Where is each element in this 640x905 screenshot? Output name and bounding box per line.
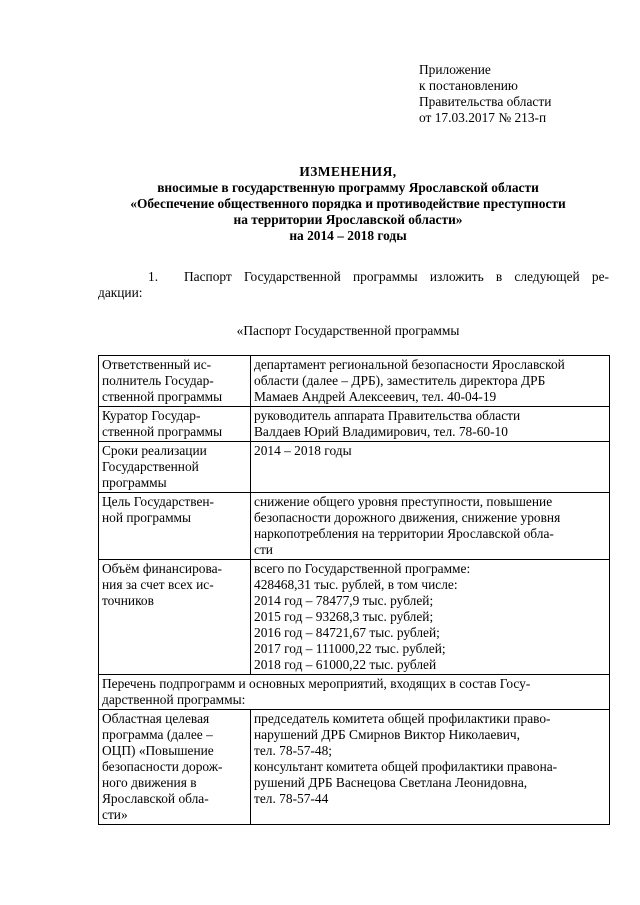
paragraph-1-line-2: дакции: — [98, 285, 143, 300]
row-label-line: ственной программы — [102, 389, 223, 404]
subprograms-header — [99, 675, 610, 710]
appendix-block — [419, 62, 624, 126]
row-label — [99, 356, 251, 407]
row-label-line: Куратор Государ- — [102, 408, 201, 423]
row-label-line: программы — [102, 475, 167, 490]
table-row — [99, 493, 610, 560]
row-label-line: сти» — [102, 807, 128, 822]
row-value — [251, 442, 610, 493]
row-value-line: сти — [254, 542, 273, 557]
row-value-line: председатель комитета общей профилактики право- — [254, 711, 551, 726]
row-label-line: Государственной — [102, 459, 199, 474]
row-value-line: снижение общего уровня преступности, повышение — [254, 494, 553, 509]
paragraph-1 — [98, 269, 609, 301]
row-label-line: программа (далее – — [102, 727, 213, 742]
appendix-line: Правительства области — [419, 94, 552, 109]
row-label-line: Объём финансирова- — [102, 561, 223, 576]
row-label — [99, 710, 251, 825]
row-value-line: наркопотребления на территории Ярославской обла- — [254, 526, 554, 541]
row-label — [99, 560, 251, 675]
row-value-line: 2014 – 2018 годы — [254, 443, 352, 458]
row-label-line: полнитель Государ- — [102, 373, 214, 388]
appendix-line: к постановлению — [419, 78, 518, 93]
passport-table — [98, 355, 610, 825]
title-line: «Обеспечение общественного порядка и противодействие преступности — [130, 196, 566, 211]
row-value-line: консультант комитета общей профилактики правона- — [254, 759, 558, 774]
title-line: ИЗМЕНЕНИЯ, — [299, 164, 397, 179]
row-value-line: 2016 год – 84721,67 тыс. рублей; — [254, 625, 440, 640]
row-value — [251, 407, 610, 442]
row-value-line: 2014 год – 78477,9 тыс. рублей; — [254, 593, 434, 608]
row-value-line: рушений ДРБ Васнецова Светлана Леонидовна, — [254, 775, 528, 790]
row-value-line: руководитель аппарата Правительства области — [254, 408, 521, 423]
row-value-line: нарушений ДРБ Смирнов Виктор Николаевич, — [254, 727, 521, 742]
title-line: на 2014 – 2018 годы — [289, 228, 407, 243]
row-value-line: тел. 78-57-44 — [254, 791, 329, 806]
appendix-line: Приложение — [419, 62, 491, 77]
row-value — [251, 560, 610, 675]
row-label-line: безопасности дорож- — [102, 759, 223, 774]
row-value-line: 428468,31 тыс. рублей, в том числе: — [254, 577, 458, 592]
title-line: на территории Ярославской области» — [233, 212, 463, 227]
row-value-line: Мамаев Андрей Алексеевич, тел. 40-04-19 — [254, 389, 497, 404]
row-value-line: всего по Государственной программе: — [254, 561, 471, 576]
row-value-line: 2017 год – 111000,22 тыс. рублей; — [254, 641, 446, 656]
row-value — [251, 710, 610, 825]
row-label-line: Сроки реализации — [102, 443, 207, 458]
row-value — [251, 493, 610, 560]
appendix-date-line: от 17.03.2017 № 213-п — [419, 110, 547, 125]
passport-title: «Паспорт Государственной программы — [236, 323, 460, 338]
row-label — [99, 407, 251, 442]
row-label-line: ного движения в — [102, 775, 197, 790]
title-line: вносимые в государственную программу Ярославской области — [157, 180, 539, 195]
row-label-line: Областная целевая — [102, 711, 210, 726]
table-row-subprograms-header — [99, 675, 610, 710]
row-label-line: точников — [102, 593, 154, 608]
paragraph-number: 1. — [148, 269, 159, 284]
table-row — [99, 356, 610, 407]
row-label-line: Ответственный ис- — [102, 357, 212, 372]
row-value-line: Валдаев Юрий Владимирович, тел. 78-60-10 — [254, 424, 508, 439]
row-value-line: департамент региональной безопасности Ярославской — [254, 357, 565, 372]
row-value-line: 2015 год – 93268,3 тыс. рублей; — [254, 609, 434, 624]
row-label — [99, 442, 251, 493]
table-row — [99, 710, 610, 825]
row-label-line: Ярославской обла- — [102, 791, 209, 806]
document-title — [98, 164, 598, 244]
row-value-line: 2018 год – 61000,22 тыс. рублей — [254, 657, 437, 672]
row-value-line: безопасности дорожного движения, снижение уровня — [254, 510, 561, 525]
subprograms-header-line: Перечень подпрограмм и основных мероприятий, входящих в состав Госу- — [102, 676, 531, 691]
table-row — [99, 442, 610, 493]
row-value-line: тел. 78-57-48; — [254, 743, 332, 758]
subprograms-header-line: дарственной программы: — [102, 692, 246, 707]
table-row — [99, 407, 610, 442]
paragraph-1-text: Паспорт Государственной программы изложить в следующей ре- — [184, 269, 609, 284]
row-label — [99, 493, 251, 560]
paragraph-1-line-1 — [98, 269, 609, 285]
table-row — [99, 560, 610, 675]
row-label-line: Цель Государствен- — [102, 494, 215, 509]
row-label-line: ной программы — [102, 510, 192, 525]
row-value-line: области (далее – ДРБ), заместитель директора ДРБ — [254, 373, 546, 388]
row-label-line: ственной программы — [102, 424, 223, 439]
row-value — [251, 356, 610, 407]
row-label-line: ОЦП) «Повышение — [102, 743, 214, 758]
row-label-line: ния за счет всех ис- — [102, 577, 214, 592]
